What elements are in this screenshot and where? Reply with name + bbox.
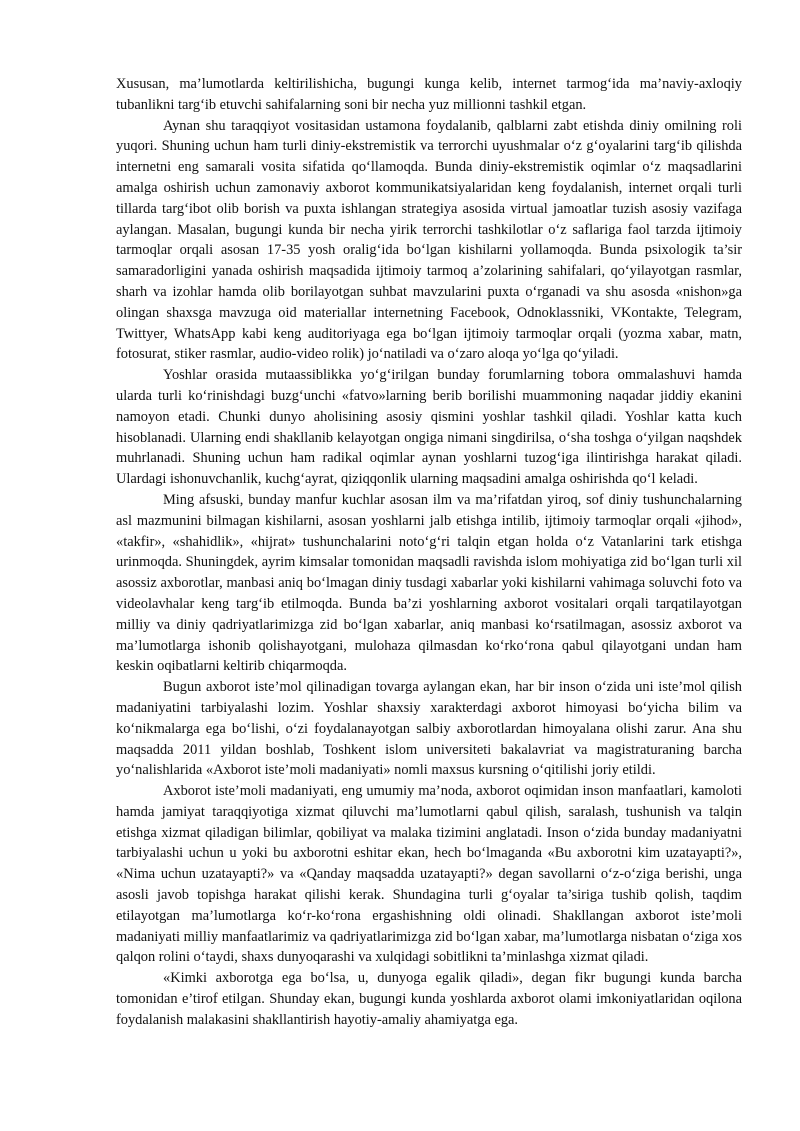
paragraph-6: Axborot iste’moli madaniyati, eng umumiy ma’noda, axborot oqimidan inson manfaatlari, kamoloti hamda jamiyat taraqqiyotiga xizmat qiluvchi ma’lumotlarni qabul qilish, saralash, tushunish va talqin etishga xizmat qiladigan bilimlar, qobiliyat va malaka tizimini anglatadi. Inson o‘zida bunday madaniyatni tarbiyalashi uchun u yoki bu axborotni eshitar ekan, hech bo‘lmaganda «Bu axborotni kim uzatayapti?», «Nima uchun uzatayapti?» va «Qanday maqsadda uzatayapti?» degan savollarni o‘z-o‘ziga berishi, unga asosli javob topishga harakat qilishi kerak. Shundagina turli g‘oyalar ta’siriga tushib qolish, taqdim etilayotgan ma’lumotlarga ko‘r-ko‘rona ergashishning oldi olinadi. Shakllangan axborot iste’moli madaniyati milliy manfaatlarimiz va qadriyatlarimizga zid bo‘lgan xabar, ma’lumotlarga nisbatan o‘ziga xos qalqon rolini o‘taydi, shaxs dunyoqarashi va xulqidagi sobitlikni ta’minlashga xizmat qiladi. xyxy=(116,783,742,966)
paragraph-5: Bugun axborot iste’mol qilinadigan tovarga aylangan ekan, har bir inson o‘zida uni iste’mol qilish madaniyatini tarbiyalashi lozim. Yoshlar shaxsiy xarakterdagi axborot himoyasi bo‘yicha bilim va ko‘nikmalarga ega bo‘lishi, o‘zi foydalanayotgan salbiy axborotlardan himoyalana olishi zarur. Ana shu maqsadda 2011 yildan boshlab, Toshkent islom universiteti bakalavriat va magistraturaning barcha yo‘nalishlarida «Axborot iste’moli madaniyati» nomli maxsus kursning o‘qitilishi joriy etildi. xyxy=(116,679,742,779)
paragraph-1: Xususan, ma’lumotlarda keltirilishicha, bugungi kunga kelib, internet tarmog‘ida ma’naviy-axloqiy tubanlikni targ‘ib etuvchi sahifalarning soni bir necha yuz millionni tashkil etgan. xyxy=(116,76,742,113)
paragraph-3: Yoshlar orasida mutaassiblikka yo‘g‘irilgan bunday forumlarning tobora ommalashuvi hamda ularda turli ko‘rinishdagi buzg‘unchi «fatvo»larning berib borilishi muammoning naqadar jiddiy ekanini namoyon etadi. Chunki dunyo aholisining asosiy qismini yoshlar tashkil qiladi. Yoshlar katta kuch hisoblanadi. Ularning endi shakllanib kelayotgan ongiga nimani singdirilsa, o‘sha toshga o‘yilgan naqshdek muhrlanadi. Shuning uchun ham radikal oqimlar aynan yoshlarni tuzog‘iga ilintirishga harakat qiladi. Ulardagi ishonuvchanlik, kuchg‘ayrat, qiziqqonlik ularning maqsadini amalga oshirishda qo‘l keladi. xyxy=(116,367,742,488)
paragraph-4: Ming afsuski, bunday manfur kuchlar asosan ilm va ma’rifatdan yiroq, sof diniy tushunchalarning asl mazmunini bilmagan kishilarni, asosan yoshlarni jalb etishga intilib, ijtimoiy tarmoqlar orqali «jihod», «takfir», «shahidlik», «hijrat» tushunchalarini noto‘g‘ri talqin etgan holda o‘z Vatanlarini tark etishga urinmoqda. Shuningdek, ayrim kimsalar tomonidan maqsadli ravishda islom mohiyatiga zid bo‘lgan turli xil asossiz axborotlar, manbasi aniq bo‘lmagan diniy tusdagi xabarlar yoki kishilarni vahimaga soluvchi foto va videolavhalar keng targ‘ib etilmoqda. Bunda ba’zi yoshlarning axborot vositalari orqali tarqatilayotgan milliy va diniy qadriyatlarimizga zid bo‘lgan xabarlar, aniq manbasi ko‘rsatilmagan, asossiz axborot va ma’lumotlarga ishonib qolishayotgani, mulohaza qilmasdan ko‘rko‘rona qabul qilayotgani undan ham keskin oqibatlarni keltirib chiqarmoqda. xyxy=(116,491,742,675)
paragraph-2: Aynan shu taraqqiyot vositasidan ustamona foydalanib, qalblarni zabt etishda diniy omilning roli yuqori. Shuning uchun ham turli diniy-ekstremistik va terrorchi uyushmalar o‘z g‘oyalarini targ‘ib qilishda internetni eng samarali vosita sifatida qo‘llamoqda. Bunda diniy-ekstremistik oqimlar o‘z maqsadlarini amalga oshirish uchun zamonaviy axborot kommunikatsiyalaridan keng foydalanish, internet orqali turli tillarda targ‘ibot olib borish va puxta ishlangan strategiya asosida virtual jamoatlar tuzish asosiy vazifaga aylangan. Masalan, bugungi kunda bir necha yirik terrorchi tashkilotlar o‘z saflariga faol tarzda ijtimoiy tarmoqlar orqali asosan 17-35 yosh oralig‘ida bo‘lgan kishilarni yollamoqda. Bunda psixologik ta’sir samaradorligini yanada oshirish maqsadida ijtimoiy tarmoq a’zolarining sahifalari, qo‘yilayotgan rasmlar, sharh va izohlar hamda olib borilayotgan suhbat mavzularini puxta o‘rganadi va shu asosda «nishon»ga olingan shaxsga mavzuga oid materiallar internetning Facebook, Odnoklassniki, VKontakte, Telegram, Twittyer, WhatsApp kabi keng auditoriyaga ega bo‘lgan ijtimoiy tarmoqlar orqali (yozma xabar, matn, fotosurat, stiker rasmlar, audio-video rolik) jo‘natiladi va o‘zaro aloqa yo‘lga qo‘yiladi. xyxy=(116,117,742,363)
paragraph-7: «Kimki axborotga ega bo‘lsa, u, dunyoga egalik qiladi», degan fikr bugungi kunda barcha tomonidan e’tirof etilgan. Shunday ekan, bugungi kunda yoshlarda axborot olami imkoniyatlaridan oqilona foydalanish malakasini shakllantirish hayotiy-amaliy ahamiyatga ega. xyxy=(116,970,742,1028)
document-body xyxy=(116,74,742,1031)
